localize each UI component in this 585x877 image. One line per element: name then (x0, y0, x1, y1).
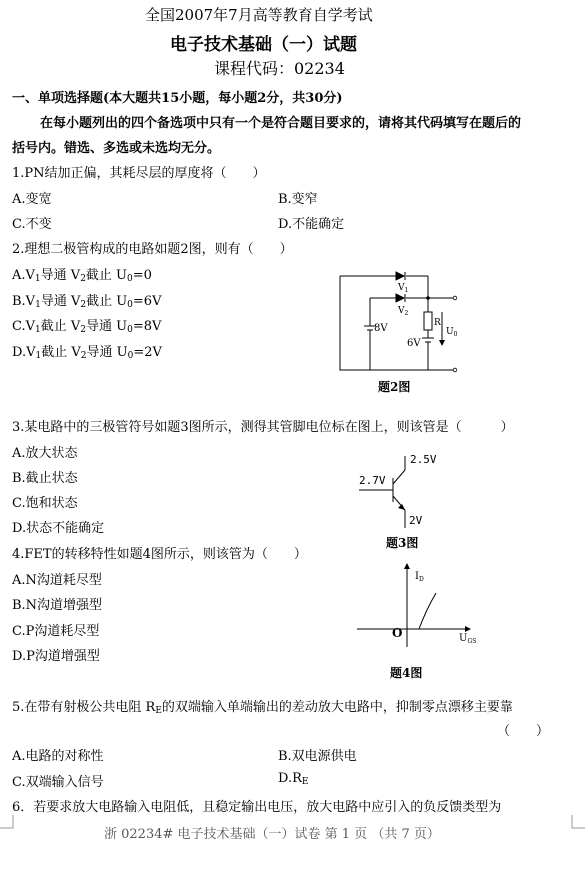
figure-2-circuit (330, 268, 465, 380)
question-2-option-a: $A.V_1$导通 $V_2$截止 $U_0=0$ (12, 268, 152, 284)
question-5-option-d: $D.R_E$ (278, 771, 309, 787)
question-1-stem: 1.PN结加正偏，其耗尽层的厚度将（ ） (12, 166, 266, 181)
figure-3-transistor (355, 448, 445, 532)
page-corner-mark-left (0, 815, 14, 829)
fig2-v1-label: $V_1$ (398, 283, 409, 294)
question-3-option-c: C.饱和状态 (12, 496, 78, 511)
question-5-answer-blank: （ ） (497, 724, 550, 739)
fig3-base-voltage: 2.7V (359, 474, 386, 487)
fig4-origin-label: O (392, 626, 403, 640)
question-5-stem: 5.在带有射极公共电阻 $R_E$的双端输入单端输出的差动放大电路中，抑制零点漂移主要靠 (12, 700, 513, 716)
question-2-option-c: $C.V_1$截止 $V_2$导通 $U_0=8V$ (12, 319, 162, 335)
question-3-stem: 3.某电路中的三极管符号如题3图所示，测得其管脚电位标在图上，则该管是（ ） (12, 420, 514, 435)
question-2-option-d: $D.V_1$截止 $V_2$导通 $U_0=2V$ (12, 345, 162, 361)
question-5-option-b: B.双电源供电 (278, 749, 357, 764)
question-6-stem: 6．若要求放大电路输入电阻低，且稳定输出电压，放大电路中应引入的负反馈类型为 (12, 800, 502, 815)
fig2-v2-label: $V_2$ (398, 306, 409, 317)
fig2-r-label: R (434, 318, 441, 328)
question-1-option-d: D.不能确定 (278, 217, 345, 232)
question-2-stem: 2.理想二极管构成的电路如题2图，则有（ ） (12, 242, 293, 257)
section-instruction: 在每小题列出的四个备选项中只有一个是符合题目要求的，请将其代码填写在题后的 (40, 116, 522, 131)
fig2-8v-label: 8V (374, 323, 388, 334)
exam-subject-title: 电子技术基础（一）试题 (170, 35, 357, 55)
question-4-option-d: D.P沟道增强型 (12, 649, 100, 664)
question-3-option-a: A.放大状态 (12, 446, 78, 461)
question-2-option-b: $B.V_1$导通 $V_2$截止 $U_0=6V$ (12, 294, 162, 310)
fig4-ugs-label: $U_{GS}$ (459, 633, 477, 645)
page-corner-mark-right (571, 815, 585, 829)
question-4-stem: 4.FET的转移特性如题4图所示，则该管为（ ） (12, 547, 307, 562)
question-1-option-c: C.不变 (12, 217, 52, 232)
question-5-option-a: A.电路的对称性 (12, 749, 104, 764)
fig4-id-label: $I_D$ (415, 571, 424, 583)
question-4-option-b: B.N沟道增强型 (12, 598, 103, 613)
question-3-option-b: B.截止状态 (12, 471, 78, 486)
fig3-collector-voltage: 2.5V (410, 453, 437, 466)
figure-2-caption: 题2图 (378, 380, 411, 394)
exam-session-title: 全国2007年7月高等教育自学考试 (145, 6, 373, 24)
figure-4-transfer-curve (355, 563, 475, 649)
section-instruction-cont: 括号内。错选、多选或未选均无分。 (12, 141, 221, 156)
figure-4-caption: 题4图 (390, 666, 423, 680)
question-4-option-a: A.N沟道耗尽型 (12, 573, 102, 588)
fig2-6v-label: 6V (407, 338, 421, 349)
question-3-option-d: D.状态不能确定 (12, 521, 105, 536)
course-code: 课程代码：02234 (214, 59, 345, 78)
fig2-u0-label: $U_0$ (446, 327, 458, 338)
question-5-option-c: C.双端输入信号 (12, 775, 104, 790)
question-1-option-b: B.变窄 (278, 192, 318, 207)
question-1-option-a: A.变宽 (12, 192, 52, 207)
figure-3-caption: 题3图 (386, 536, 419, 550)
page-footer: 浙 02234# 电子技术基础（一）试卷 第 1 页 （共 7 页） (104, 827, 440, 842)
question-4-option-c: C.P沟道耗尽型 (12, 624, 100, 639)
section-title: 一、单项选择题(本大题共15小题，每小题2分，共30分) (12, 91, 343, 106)
fig3-emitter-voltage: 2V (409, 514, 423, 527)
